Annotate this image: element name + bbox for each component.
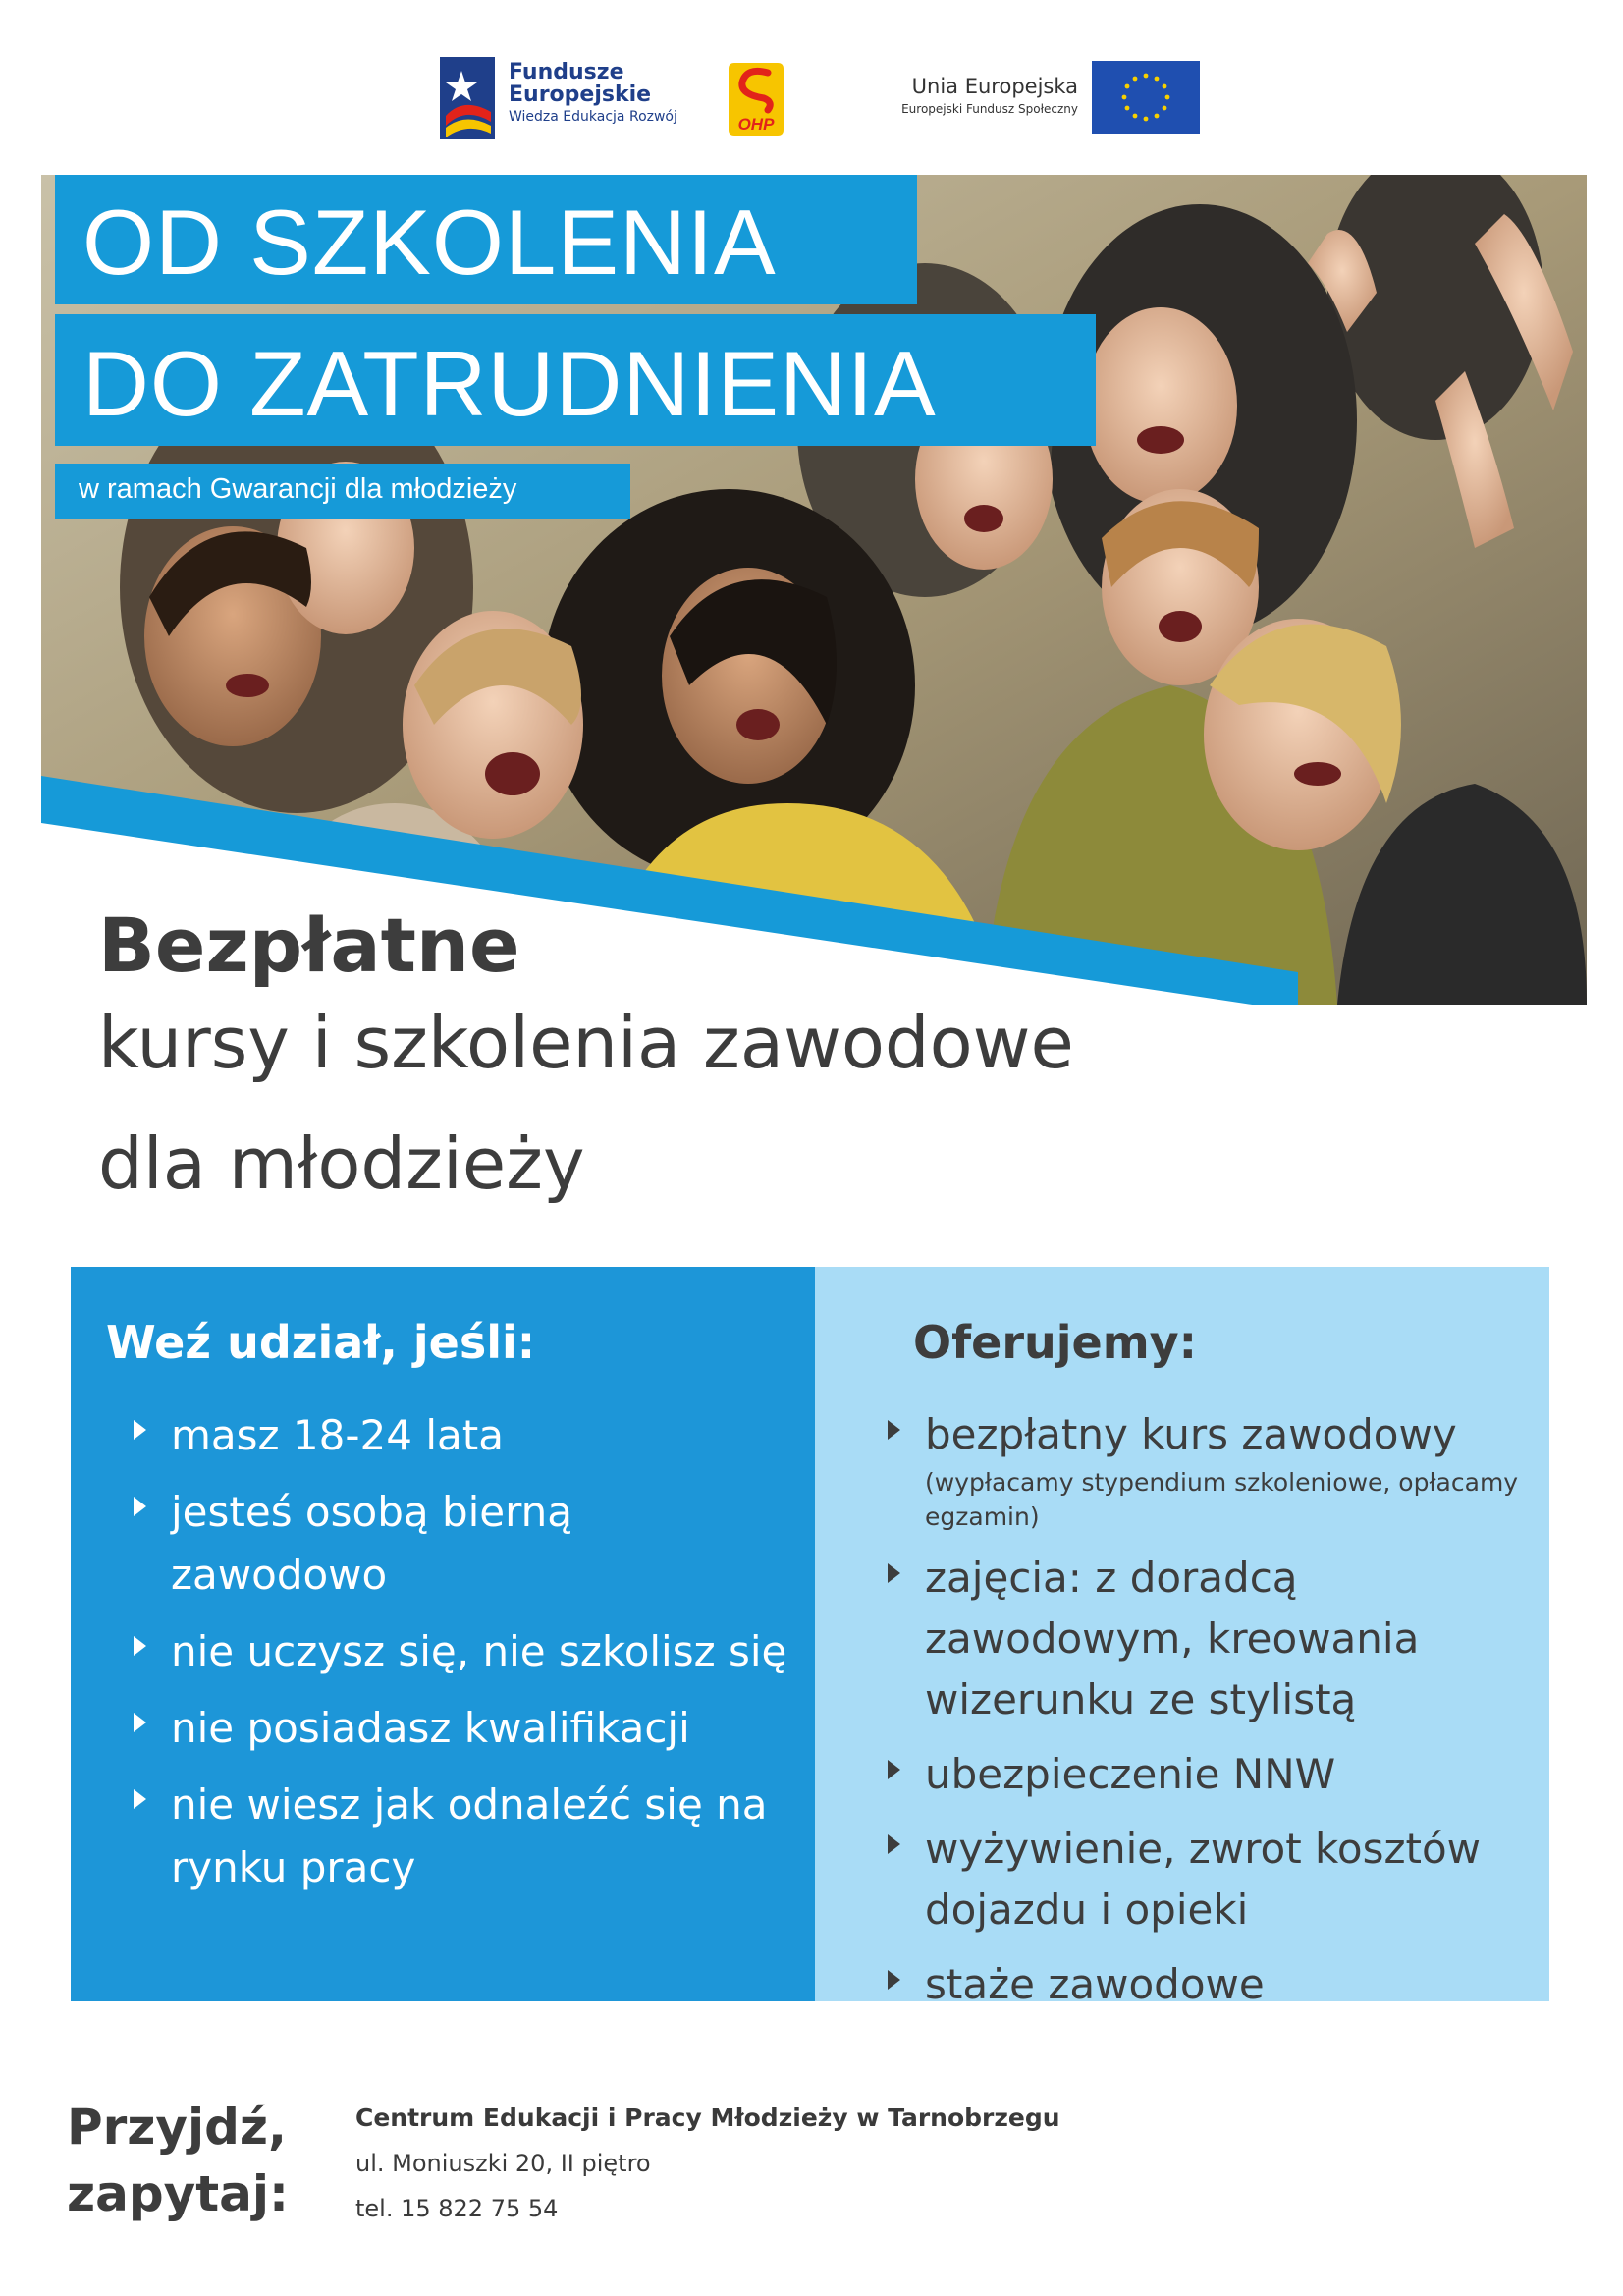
contact-info bbox=[355, 2104, 1060, 2222]
cta-line2: zapytaj: bbox=[67, 2165, 290, 2222]
list-item-text: bezpłatny kurs zawodowy bbox=[925, 1410, 1457, 1458]
cta-line1: Przyjdź, bbox=[67, 2099, 288, 2156]
organization-name: Centrum Edukacji i Pracy Młodzieży w Tarnobrzegu bbox=[355, 2104, 1060, 2132]
unia-europejska-label bbox=[846, 75, 1078, 116]
list-item bbox=[884, 1744, 1532, 1805]
list-item-text: nie uczysz się, nie szkolisz się bbox=[171, 1627, 787, 1675]
list-item bbox=[130, 1404, 797, 1467]
eu-flag-icon bbox=[1092, 61, 1200, 134]
ohp-logo-text: OHP bbox=[737, 115, 775, 134]
fe-line3: Wiedza Edukacja Rozwój bbox=[509, 109, 677, 126]
list-item-text: staże zawodowe bbox=[925, 1960, 1265, 2008]
list-item-note: (wypłacamy stypendium szkoleniowe, opłacamy egzamin) bbox=[925, 1468, 1519, 1531]
fe-line2: Europejskie bbox=[509, 82, 652, 108]
bullet-triangle-icon bbox=[134, 1789, 146, 1809]
ue-line2: Europejski Fundusz Społeczny bbox=[901, 102, 1078, 116]
bullet-triangle-icon bbox=[888, 1420, 900, 1440]
bullet-triangle-icon bbox=[134, 1636, 146, 1656]
title-line-1: OD SZKOLENIA bbox=[82, 191, 777, 294]
headline-line3: dla młodzieży bbox=[98, 1122, 585, 1205]
bullet-triangle-icon bbox=[888, 1834, 900, 1854]
bullet-triangle-icon bbox=[134, 1420, 146, 1440]
list-item-text: nie posiadasz kwalifikacji bbox=[171, 1704, 690, 1752]
fundusze-europejskie-label bbox=[509, 61, 677, 125]
hero-photo bbox=[41, 175, 1587, 1005]
offer-list bbox=[884, 1404, 1532, 2029]
bullet-triangle-icon bbox=[888, 1563, 900, 1583]
bullet-triangle-icon bbox=[888, 1760, 900, 1779]
ohp-logo-icon bbox=[725, 59, 787, 139]
list-item bbox=[884, 1819, 1532, 1941]
call-to-action bbox=[67, 2094, 289, 2227]
list-item bbox=[884, 1954, 1532, 2015]
street-address: ul. Moniuszki 20, II piętro bbox=[355, 2150, 651, 2177]
list-item bbox=[130, 1481, 797, 1607]
title-line-2: DO ZATRUDNIENIA bbox=[82, 332, 937, 435]
offer-title: Oferujemy: bbox=[913, 1316, 1198, 1369]
list-item-text: jesteś osobą bierną zawodowo bbox=[171, 1488, 573, 1599]
list-item bbox=[130, 1620, 797, 1683]
logo-bar bbox=[0, 49, 1623, 147]
headline-bold: Bezpłatne bbox=[98, 902, 520, 989]
eligibility-title: Weź udział, jeśli: bbox=[106, 1316, 536, 1369]
list-item-text: ubezpieczenie NNW bbox=[925, 1750, 1336, 1798]
list-item bbox=[130, 1774, 797, 1899]
eligibility-list bbox=[130, 1404, 797, 1913]
fe-line1: Fundusze bbox=[509, 60, 624, 84]
bullet-triangle-icon bbox=[888, 1970, 900, 1990]
headline-line2: kursy i szkolenia zawodowe bbox=[98, 1002, 1074, 1084]
list-item bbox=[884, 1404, 1532, 1534]
ue-line1: Unia Europejska bbox=[911, 75, 1078, 98]
subtitle: w ramach Gwarancji dla młodzieży bbox=[79, 473, 517, 505]
bullet-triangle-icon bbox=[134, 1713, 146, 1732]
list-item-text: nie wiesz jak odnaleźć się na rynku pracy bbox=[171, 1780, 768, 1891]
fundusze-europejskie-logo-icon bbox=[440, 57, 495, 139]
phone-number: tel. 15 822 75 54 bbox=[355, 2195, 559, 2222]
list-item-text: masz 18-24 lata bbox=[171, 1411, 504, 1459]
list-item bbox=[130, 1697, 797, 1760]
list-item-text: wyżywienie, zwrot kosztów dojazdu i opieki bbox=[925, 1825, 1482, 1934]
list-item bbox=[884, 1548, 1532, 1730]
list-item-text: zajęcia: z doradcą zawodowym, kreowania wizerunku ze stylistą bbox=[925, 1554, 1420, 1723]
bullet-triangle-icon bbox=[134, 1497, 146, 1516]
